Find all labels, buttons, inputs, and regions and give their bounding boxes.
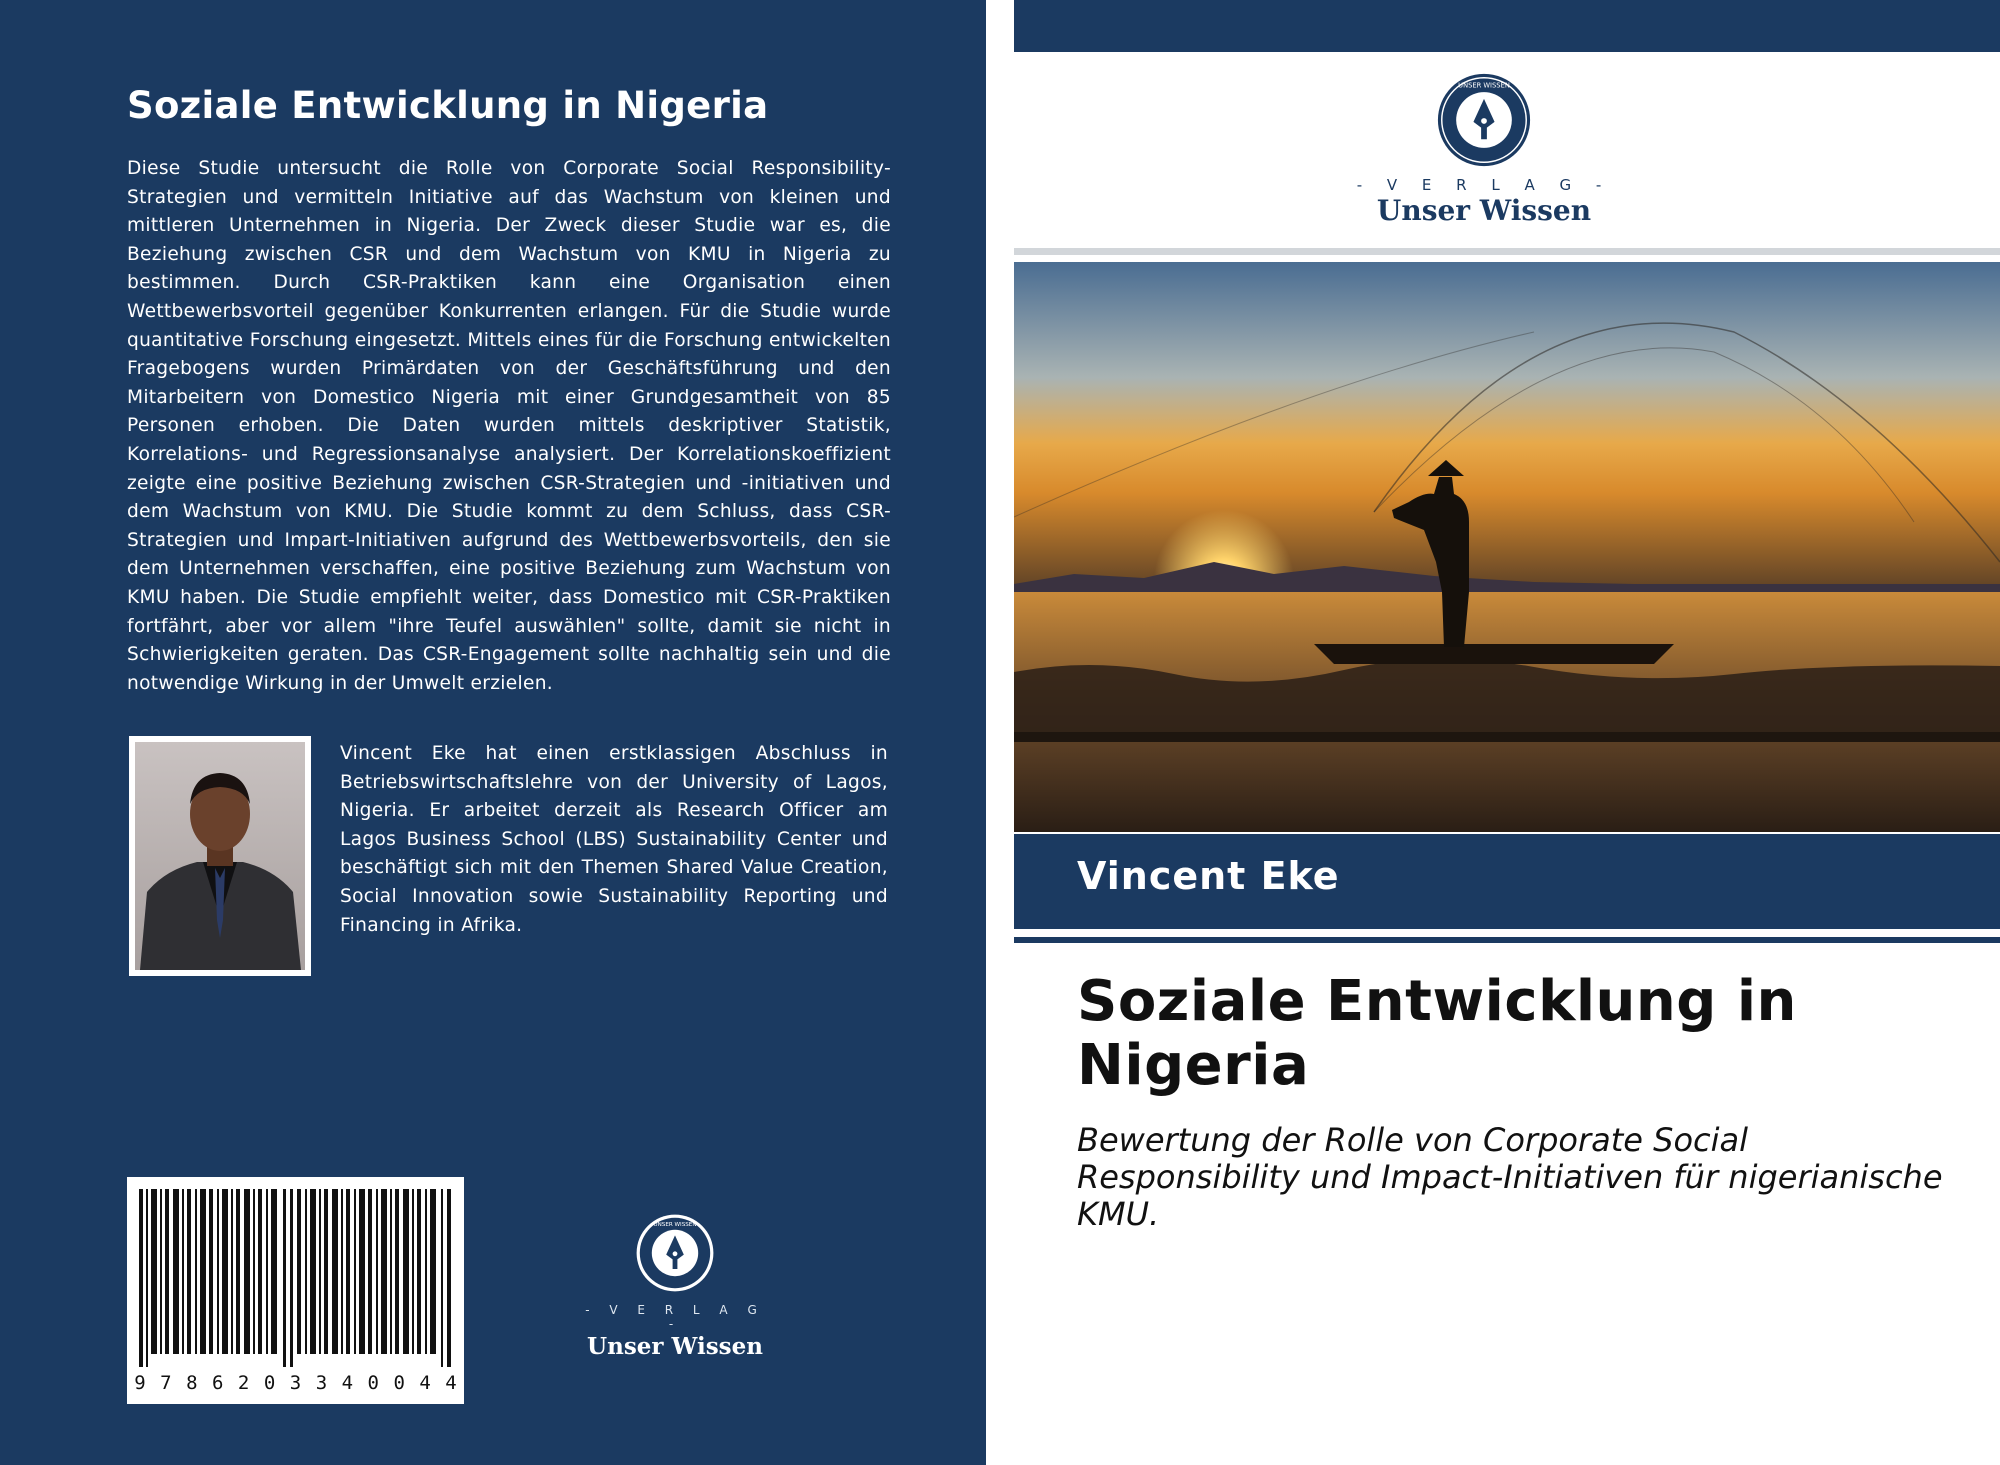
divider-line bbox=[1014, 248, 2000, 255]
isbn-digit: 4 bbox=[419, 1372, 431, 1394]
isbn-digit: 0 bbox=[367, 1372, 379, 1394]
publisher-verlag-label: - V E R L A G - bbox=[1356, 176, 1612, 194]
isbn-digit: 4 bbox=[341, 1372, 354, 1394]
author-bio: Vincent Eke hat einen erstklassigen Abschluss in Betriebswirtschaftslehre von der University of Lagos, Nigeria. Er arbeitet derzeit als Research Officer am Lagos Business School (LBS) Sustainability Center und beschäftigt sich mit den Themen Shared Value Creation, Social Innovation sowie Sustainability Reporting und Financing in Afrika. bbox=[340, 743, 888, 936]
author-photo bbox=[129, 736, 311, 976]
front-cover-subtitle: Bewertung der Rolle von Corporate Social Responsibility und Impact-Initiativen für nigerianische KMU. bbox=[1077, 1121, 1943, 1233]
isbn-digit: 0 bbox=[393, 1372, 405, 1394]
barcode-icon bbox=[135, 1189, 455, 1367]
divider-line bbox=[1014, 937, 2000, 943]
publisher-logo-back bbox=[579, 1213, 771, 1360]
svg-text:UNSER WISSEN: UNSER WISSEN bbox=[653, 1221, 697, 1228]
cover-photo bbox=[1014, 262, 2000, 832]
publisher-seal-icon bbox=[1436, 72, 1532, 168]
back-cover bbox=[0, 0, 986, 1465]
publisher-name: Unser Wissen bbox=[1376, 194, 1592, 227]
publisher-logo-front bbox=[1354, 72, 1614, 227]
front-cover bbox=[1014, 0, 2000, 1465]
publisher-verlag-label: - V E R L A G - bbox=[585, 1303, 765, 1331]
isbn-digit: 4 bbox=[445, 1372, 457, 1394]
isbn-digit: 3 bbox=[315, 1372, 328, 1394]
isbn-digit: 0 bbox=[263, 1372, 276, 1394]
isbn-digit: 2 bbox=[237, 1372, 250, 1394]
isbn-digit: 8 bbox=[186, 1372, 198, 1394]
top-bar bbox=[1014, 0, 2000, 52]
svg-text:UNSER WISSEN: UNSER WISSEN bbox=[1458, 81, 1510, 90]
isbn-digit: 3 bbox=[289, 1372, 302, 1394]
isbn-digit: 6 bbox=[212, 1372, 224, 1394]
isbn-digit: 9 bbox=[134, 1372, 146, 1394]
spine-gap bbox=[986, 0, 1014, 1465]
publisher-name: Unser Wissen bbox=[587, 1333, 763, 1360]
author-bar bbox=[1014, 834, 2000, 929]
barcode bbox=[127, 1177, 464, 1404]
isbn-number bbox=[127, 1372, 464, 1394]
publisher-seal-icon bbox=[635, 1213, 715, 1293]
front-author-name: Vincent Eke bbox=[1077, 854, 1340, 898]
isbn-digit: 7 bbox=[160, 1372, 172, 1394]
back-cover-title: Soziale Entwicklung in Nigeria bbox=[127, 84, 769, 127]
back-cover-blurb: Diese Studie untersucht die Rolle von Corporate Social Responsibility-Strategien und vermitteln Initiative auf das Wachstum von kleinen und mittleren Unternehmen in Nigeria. Der Zweck dieser Studie war es, die Beziehung zwischen CSR und dem Wachstum von KMU in Nigeria zu bestimmen. Durch CSR-Praktiken kann eine Organisation einen Wettbewerbsvorteil gegenüber Konkurrenten erlangen. Für die Studie wurde quantitative Forschung eingesetzt. Mittels eines für die Forschung entwickelten Fragebogens wurden Primärdaten von der Geschäftsführung und den Mitarbeitern von Domestico Nigeria mit einer Grundgesamtheit von 85 Personen erhoben. Die Daten wurden mittels deskriptiver Statistik, Korrelations- und Regressionsanalyse analysiert. Der Korrelationskoeffizient zeigte eine positive Beziehung zwischen CSR-Strategien und -initiativen und dem Wachstum von KMU. Die Studie kommt zu dem Schluss, dass CSR-Strategien und Impart-Initiativen aufgrund des Wettbewerbsvorteils, den sie dem Unternehmen verschaffen, eine positive Beziehung zum Wachstum von KMU haben. Die Studie empfiehlt weiter, dass Domestico mit CSR-Praktiken fortfährt, aber vor allem "ihre Teufel auswählen" sollte, damit sie nicht in Schwierigkeiten geraten. Das CSR-Engagement sollte nachhaltig sein und die notwendige Wirkung in der Umwelt erzielen. bbox=[127, 158, 891, 694]
front-cover-title: Soziale Entwicklung in Nigeria bbox=[1077, 969, 1797, 1098]
